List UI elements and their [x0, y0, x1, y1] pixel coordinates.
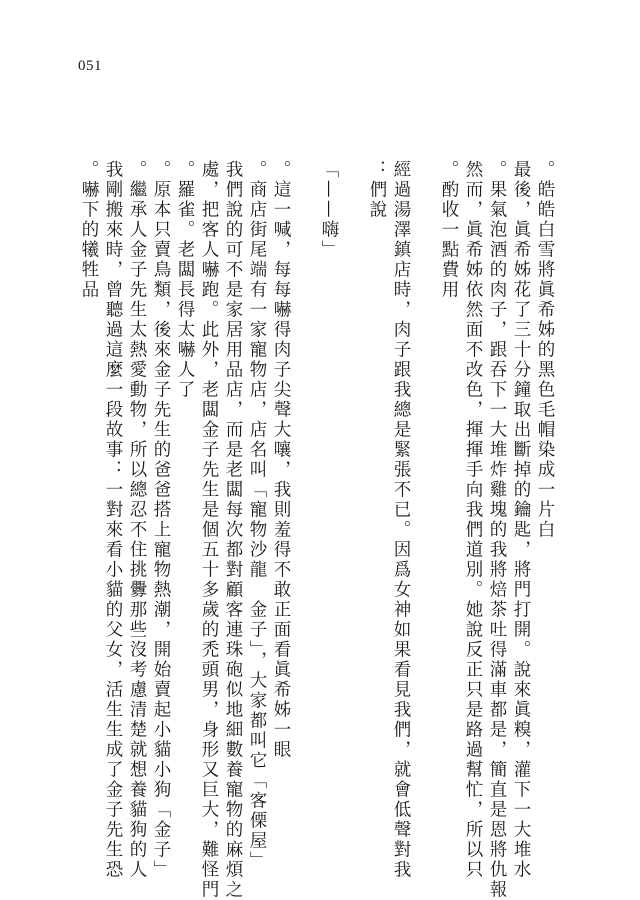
- text-line: 這一喊，每每嚇得肉子尖聲大嚷，我則羞得不敢正面看眞希姊一眼。: [271, 160, 291, 780]
- text-line: 們說：: [367, 160, 387, 220]
- text-line: 最後，眞希姊花了三十分鐘取出斷掉的鑰匙，將門打開。說來眞糗，灌下一大堆水: [511, 160, 531, 900]
- text-line: 我們說的可不是家居用品店，而是老闆每次都對顧客連珠砲似地細數養寵物的麻煩之: [223, 160, 243, 900]
- text-line: 果氣泡酒的肉子，跟吞下一大堆炸雞塊的我將焙茶吐得滿車都是，簡直是恩將仇報。: [487, 160, 507, 900]
- text-line: 繼承人金子先生太熱愛動物，所以總忍不住挑釁那些沒考慮清楚就想養貓狗的人。: [127, 160, 147, 880]
- text-line: 嚇下的犧牲品。: [79, 160, 99, 300]
- page-number: 051: [78, 58, 102, 74]
- text-line: 「嗨——」: [319, 160, 339, 260]
- text-line: 皓皓白雪將眞希姊的黑色毛帽染成一片白。: [535, 160, 555, 540]
- text-line: 酌收一點費用。: [439, 160, 459, 300]
- text-line: 然而，眞希姊依然面不改色，揮揮手向我們道別。她說反正只是路過幫忙，所以只: [463, 160, 483, 880]
- text-line: 我剛搬來時，曾聽過這麼一段故事：一對來看小貓的父女，活生生成了金子先生恐: [103, 160, 123, 900]
- text-line: 經過湯澤鎮店時，肉子跟我總是緊張不已。因爲女神如果看見我們，就會低聲對我: [391, 160, 411, 900]
- text-line: 「金子」原本只賣鳥類，後來金子先生的爸爸搭上寵物熱潮，開始賣起小貓小狗。: [151, 160, 171, 892]
- text-line: 商店街尾端有一家寵物店，店名叫「寵物沙龍 金子」，大家都叫它「客傈屋」。: [247, 160, 267, 883]
- text-line: 羅雀。老闆長得太嚇人了。: [175, 160, 195, 400]
- text-line: 處，把客人嚇跑。此外，老闆金子先生是個五十多歲的禿頭男，身形又巨大，難怪門: [199, 160, 219, 900]
